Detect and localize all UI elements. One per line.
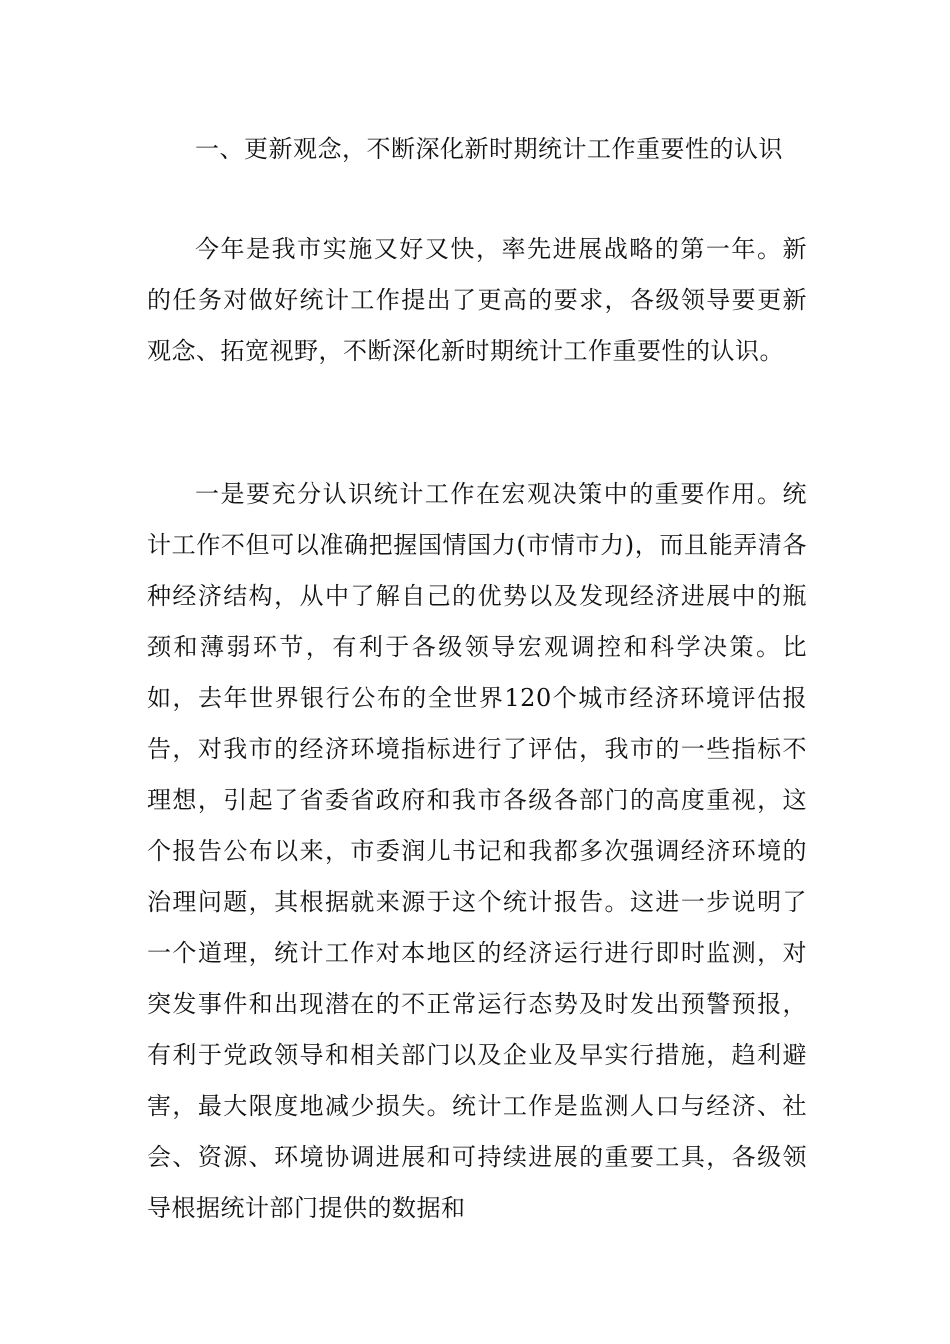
paragraph-2: 一是要充分认识统计工作在宏观决策中的重要作用。统计工作不但可以准确把握国情国力(市情市力)，而且能弄清各种经济结构，从中了解自己的优势以及发现经济进展中的瓶颈和薄弱环节，有利于各级领导宏观调控和科学决策。比如，去年世界银行公布的全世界120个城市经济环境评估报告，对我市的经济环境指标进行了评估，我市的一些指标不理想，引起了省委省政府和我市各级各部门的高度重视，这个报告公布以来，市委润儿书记和我都多次强调经济环境的治理问题，其根据就来源于这个统计报告。这进一步说明了一个道理，统计工作对本地区的经济运行进行即时监测，对突发事件和出现潜在的不正常运行态势及时发出预警预报，有利于党政领导和相关部门以及企业及早实行措施，趋利避害，最大限度地减少损失。统计工作是监测人口与经济、社会、资源、环境协调进展和可持续进展的重要工具，各级领导根据统计部门提供的数据和 (147, 480, 807, 1222)
section-heading: 一、更新观念，不断深化新时期统计工作重要性的认识 (195, 135, 783, 163)
paragraph-1: 今年是我市实施又好又快，率先进展战略的第一年。新的任务对做好统计工作提出了更高的要求，各级领导要更新观念、拓宽视野，不断深化新时期统计工作重要性的认识。 (147, 235, 807, 365)
